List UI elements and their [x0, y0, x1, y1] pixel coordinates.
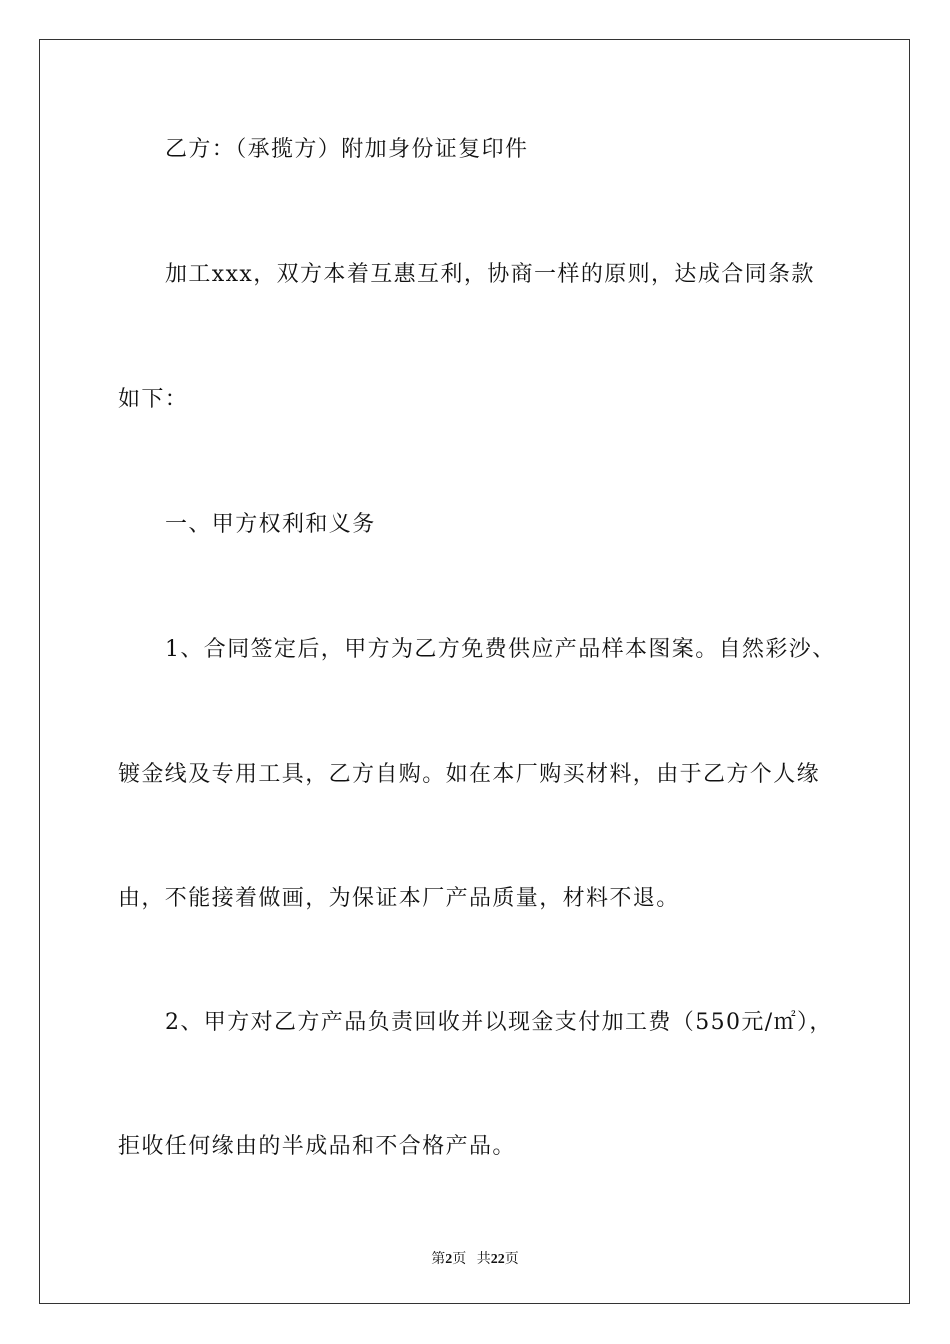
footer-total-suffix: 页: [504, 1252, 519, 1267]
clause-1-line-2: 镀金线及专用工具，乙方自购。如在本厂购买材料，由于乙方个人缘: [118, 762, 821, 787]
party-b-line: 乙方：（承揽方）附加身份证复印件: [165, 137, 529, 162]
footer-page-number: 2: [445, 1252, 453, 1267]
page-footer: [0, 1248, 950, 1268]
page-frame: [39, 39, 910, 1304]
footer-page-suffix: 页: [452, 1252, 467, 1267]
clause-1-line-3: 由，不能接着做画，为保证本厂产品质量，材料不退。: [118, 886, 680, 911]
footer-total-prefix: 共: [476, 1252, 491, 1267]
clause-2-line-2: 拒收任何缘由的半成品和不合格产品。: [118, 1134, 516, 1159]
footer-total-pages: 22: [490, 1252, 505, 1267]
section-heading: 一、甲方权利和义务: [165, 512, 376, 537]
intro-continuation: 如下：: [118, 387, 189, 412]
clause-1-line-1: 1、合同签定后，甲方为乙方免费供应产品样本图案。自然彩沙、: [165, 637, 836, 662]
footer-page-prefix: 第: [431, 1252, 446, 1267]
intro-line: 加工xxx，双方本着互惠互利，协商一样的原则，达成合同条款: [165, 262, 815, 287]
clause-2-line-1: 2、甲方对乙方产品负责回收并以现金支付加工费（550元/㎡），: [165, 1010, 833, 1035]
